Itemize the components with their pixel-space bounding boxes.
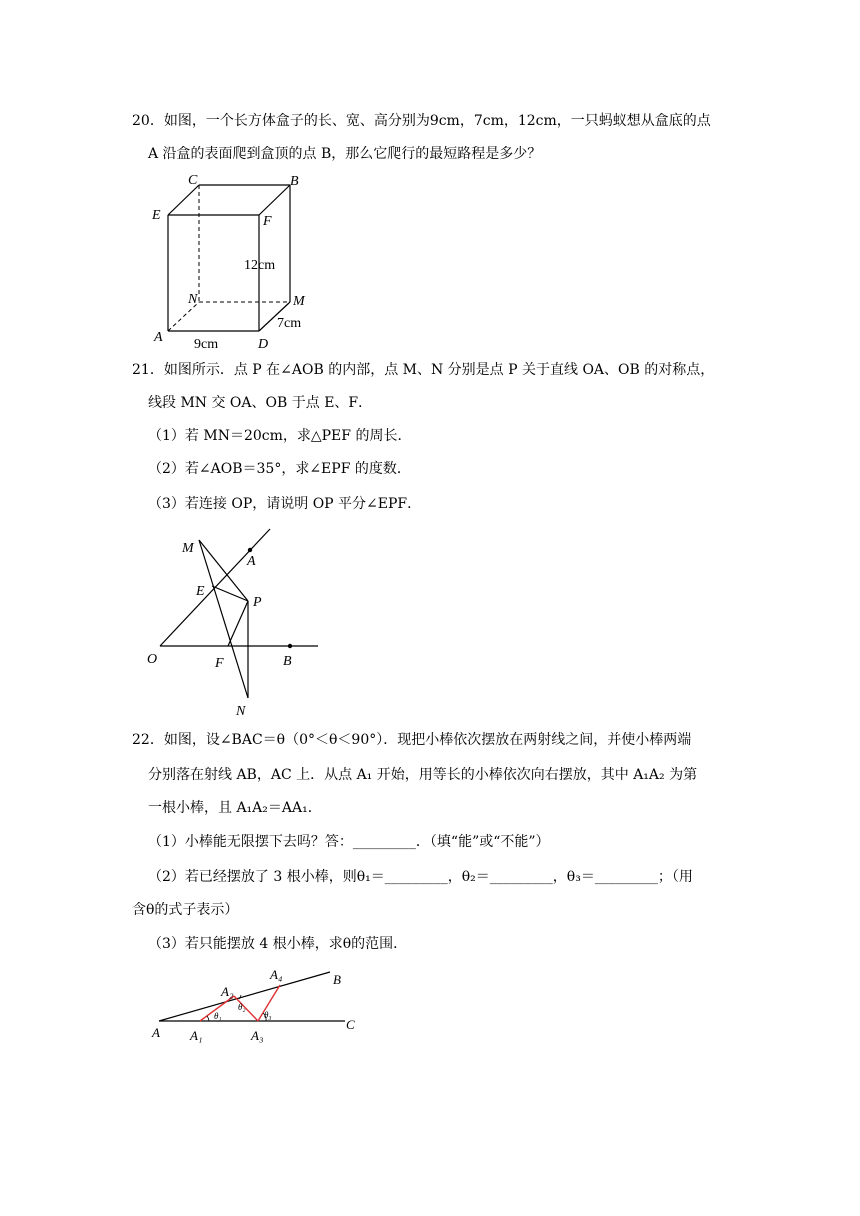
label-A: A — [154, 330, 163, 345]
q22-part2: （2）若已经摆放了 3 根小棒，则θ₁＝_________，θ₂＝_________，θ₃＝_________；（用 — [148, 869, 693, 885]
label-C: C — [346, 1017, 355, 1032]
dim-length-label: 9cm — [194, 337, 219, 352]
label-N: N — [236, 704, 246, 719]
q22-text-line3: 一根小棒，且 A₁A₂＝AA₁． — [148, 800, 322, 816]
cuboid-edge-FB — [259, 185, 290, 215]
point-B-dot — [288, 644, 292, 648]
cuboid-edge-EC — [168, 185, 199, 215]
label-A2: A₂ — [221, 984, 234, 999]
q22-text-line2: 分别落在射线 AB，AC 上．从点 A₁ 开始，用等长的小棒依次向右摆放，其中 A₁A₂ 为第 — [148, 767, 698, 783]
label-A3: A₃ — [251, 1028, 264, 1043]
label-A: A — [247, 554, 256, 569]
label-P: P — [253, 595, 262, 610]
label-M: M — [182, 541, 194, 556]
label-O: O — [147, 652, 158, 667]
label-B: B — [333, 972, 341, 987]
segment-PF — [228, 601, 248, 646]
label-F: F — [263, 214, 272, 229]
label-B: B — [283, 654, 292, 669]
segment-MP — [199, 540, 248, 601]
q21-part3: （3）若连接 OP，请说明 OP 平分∠EPF． — [148, 496, 422, 512]
q20-text-line2: A 沿盒的表面爬到盒顶的点 B，那么它爬行的最短路程是多少？ — [148, 146, 542, 162]
label-theta2: θ₂ — [238, 1002, 246, 1012]
label-M: M — [293, 294, 305, 309]
point-A-dot — [248, 548, 252, 552]
q22-part3: （3）若只能摆放 4 根小棒，求θ的范围． — [148, 936, 408, 952]
q21-text-line1: 21．如图所示．点 P 在∠AOB 的内部，点 M、N 分别是点 P 关于直线 OA、OB 的对称点， — [132, 362, 715, 378]
q21-part1: （1）若 MN＝20cm，求△PEF 的周长． — [148, 428, 412, 444]
angle-arc-theta2 — [239, 995, 241, 999]
q22-part2-continued: 含θ的式子表示） — [132, 902, 239, 918]
ray-AB — [159, 972, 330, 1021]
label-C: C — [188, 173, 198, 188]
q22-sticks-figure — [145, 962, 370, 1044]
q20-text-line1: 20．如图，一个长方体盒子的长、宽、高分别为9cm，7cm，12cm，一只蚂蚁想从盒底的点 — [132, 113, 711, 129]
label-A1: A₁ — [190, 1028, 203, 1043]
label-N: N — [188, 292, 198, 307]
dim-height-label: 12cm — [244, 258, 276, 273]
dim-width-label: 7cm — [277, 316, 302, 331]
q21-part2: （2）若∠AOB＝35°，求∠EPF 的度数． — [148, 461, 411, 477]
label-E: E — [152, 208, 161, 223]
label-D: D — [258, 337, 269, 352]
q22-part1: （1）小棒能无限摆下去吗？答：_________．（填“能”或“不能”） — [148, 834, 550, 850]
q22-text-line1: 22．如图，设∠BAC＝θ（0°＜θ＜90°）．现把小棒依次摆放在两射线之间，并使小棒两端 — [132, 732, 692, 748]
label-F: F — [215, 656, 224, 671]
angle-arc-theta1 — [207, 1016, 209, 1021]
label-theta3: θ₃ — [264, 1010, 272, 1020]
label-A4: A₄ — [270, 967, 283, 982]
q20-cuboid-figure — [140, 168, 320, 353]
label-A: A — [152, 1025, 160, 1040]
label-B: B — [290, 174, 299, 189]
label-theta1: θ₁ — [214, 1011, 222, 1021]
label-E: E — [196, 584, 205, 599]
q21-text-line2: 线段 MN 交 OA、OB 于点 E、F． — [148, 395, 373, 411]
q21-angle-figure — [140, 522, 330, 722]
